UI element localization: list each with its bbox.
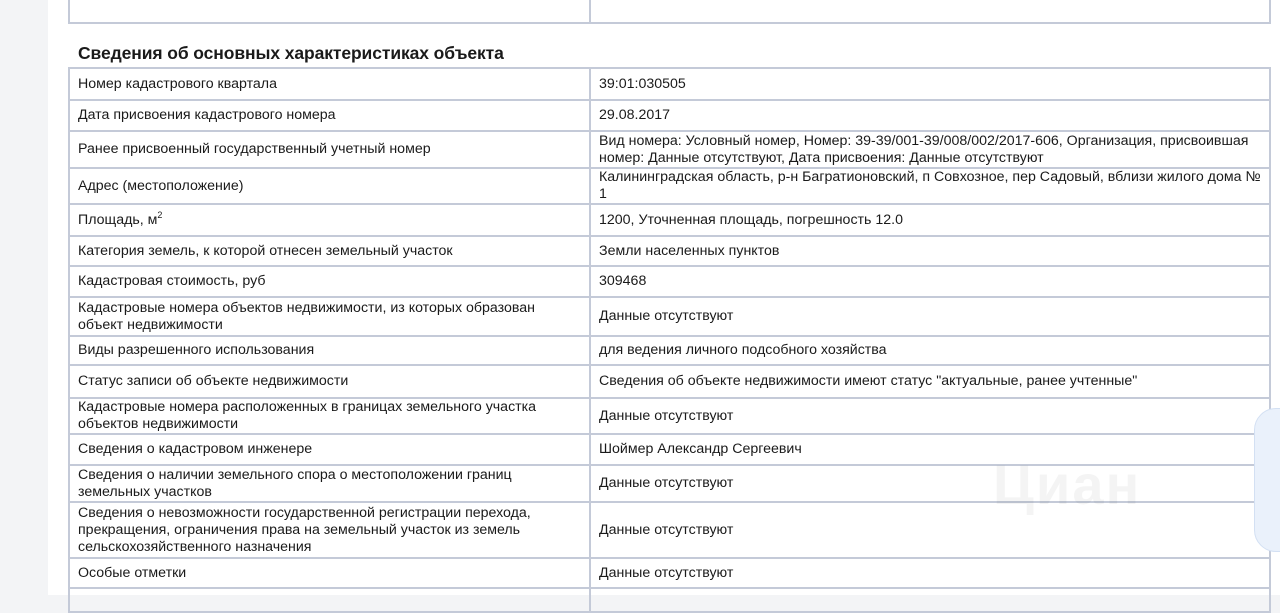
row-value: 309468	[590, 266, 1270, 297]
row-value	[590, 0, 1270, 23]
row-value: 1200, Уточненная площадь, погрешность 12.0	[590, 204, 1270, 236]
characteristics-table	[68, 67, 1271, 613]
table-row	[69, 558, 1270, 588]
table-row	[69, 266, 1270, 297]
previous-section-table	[68, 0, 1271, 24]
row-label: Кадастровые номера объектов недвижимости, из которых образован объект недвижимости	[69, 297, 590, 336]
table-row	[69, 365, 1270, 398]
document-page	[48, 0, 1280, 595]
row-value: для ведения личного подсобного хозяйства	[590, 336, 1270, 365]
floating-widget-button[interactable]	[1254, 408, 1280, 552]
watermark-logo	[993, 452, 1141, 517]
row-value: Земли населенных пунктов	[590, 236, 1270, 266]
table-row	[69, 68, 1270, 100]
table-row	[69, 168, 1270, 204]
row-value: Данные отсутствуют	[590, 398, 1270, 434]
table-row	[69, 236, 1270, 266]
table-row	[69, 297, 1270, 336]
table-row	[69, 100, 1270, 131]
row-value: Калининградская область, р-н Багратионовский, п Совхозное, пер Садовый, вблизи жилого дома № 1	[590, 168, 1270, 204]
table-row	[69, 588, 1270, 612]
section-title: Сведения об основных характеристиках объекта	[78, 43, 504, 63]
row-label: Сведения о кадастровом инженере	[69, 434, 590, 465]
table-row	[69, 204, 1270, 236]
row-label: Номер кадастрового квартала	[69, 68, 590, 100]
table-row	[69, 0, 1270, 23]
row-label	[69, 0, 590, 23]
table-row	[69, 398, 1270, 434]
row-label: Виды разрешенного использования	[69, 336, 590, 365]
row-value: 39:01:030505	[590, 68, 1270, 100]
row-value: Данные отсутствуют	[590, 502, 1270, 558]
row-label: Кадастровая стоимость, руб	[69, 266, 590, 297]
table-row	[69, 131, 1270, 168]
row-value: Сведения об объекте недвижимости имеют статус "актуальные, ранее учтенные"	[590, 365, 1270, 398]
row-label	[69, 588, 590, 612]
row-value: Вид номера: Условный номер, Номер: 39-39/001-39/008/002/2017-606, Организация, присвоившая номер: Данные отсутствуют, Дата присвоения: Данные отсутствуют	[590, 131, 1270, 168]
row-label	[69, 204, 590, 236]
unit-superscript: 2	[157, 209, 163, 220]
row-label: Сведения о наличии земельного спора о местоположении границ земельных участков	[69, 465, 590, 502]
row-value: Данные отсутствуют	[590, 297, 1270, 336]
row-label-text: Площадь, м	[78, 211, 158, 228]
row-label: Статус записи об объекте недвижимости	[69, 365, 590, 398]
row-label: Дата присвоения кадастрового номера	[69, 100, 590, 131]
row-value	[590, 588, 1270, 612]
row-label: Адрес (местоположение)	[69, 168, 590, 204]
table-row	[69, 336, 1270, 365]
row-label: Кадастровые номера расположенных в границах земельного участка объектов недвижимости	[69, 398, 590, 434]
row-label: Категория земель, к которой отнесен земельный участок	[69, 236, 590, 266]
row-label: Ранее присвоенный государственный учетный номер	[69, 131, 590, 168]
row-value: Шоймер Александр Сергеевич	[590, 434, 1270, 465]
row-value: 29.08.2017	[590, 100, 1270, 131]
row-label: Особые отметки	[69, 558, 590, 588]
row-value: Данные отсутствуют	[590, 465, 1270, 502]
row-value: Данные отсутствуют	[590, 558, 1270, 588]
row-label: Сведения о невозможности государственной регистрации перехода, прекращения, ограничения права на земельный участок из земель сельскохозяйственного назначения	[69, 502, 590, 558]
